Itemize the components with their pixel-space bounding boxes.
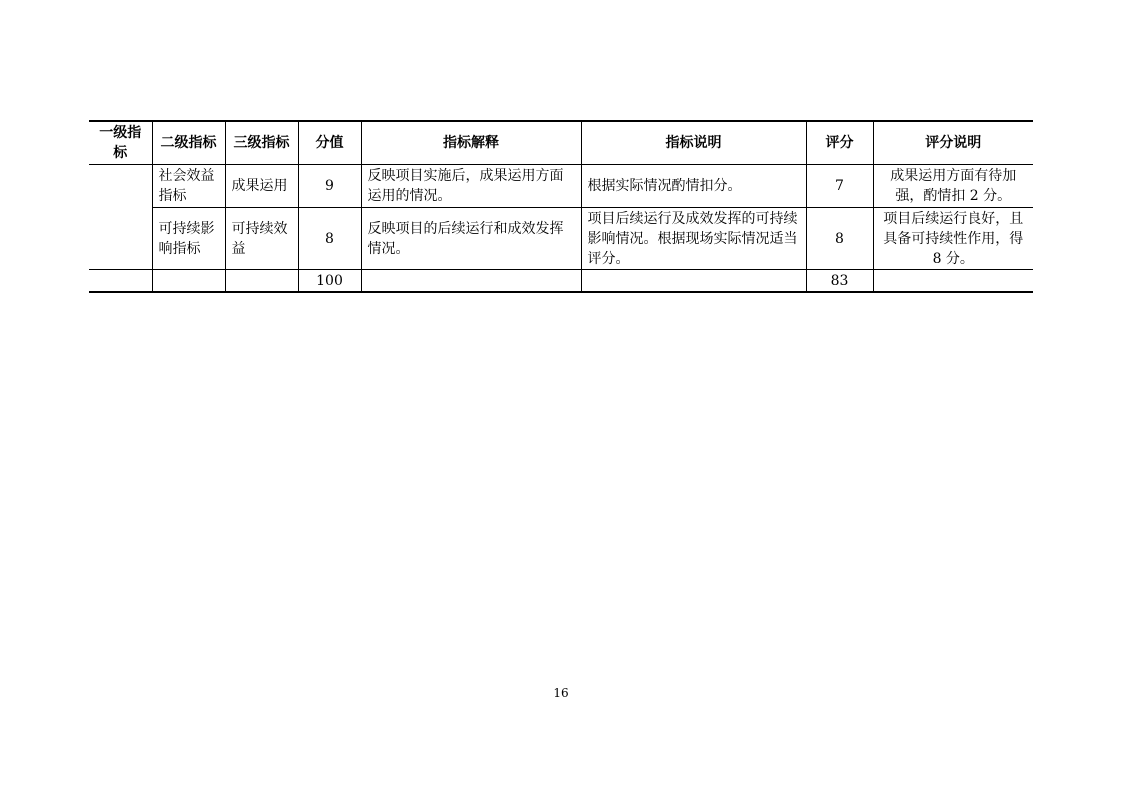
total-empty-cell: [873, 270, 1033, 293]
cell-score-note: 成果运用方面有待加强，酌情扣 2 分。: [873, 165, 1033, 208]
total-row: [89, 270, 1033, 293]
cell-score-value: 8: [298, 208, 361, 270]
cell-explanation: 反映项目的后续运行和成效发挥情况。: [361, 208, 581, 270]
header-row: [89, 121, 1033, 165]
cell-level2: 社会效益指标: [152, 165, 225, 208]
cell-score-value: 9: [298, 165, 361, 208]
header-level2: 二级指标: [152, 121, 225, 165]
cell-score-note: 项目后续运行良好，且具备可持续性作用，得 8 分。: [873, 208, 1033, 270]
page-number: 16: [553, 686, 569, 700]
total-score: 83: [806, 270, 873, 293]
cell-level1: [89, 165, 152, 270]
header-explanation: 指标解释: [361, 121, 581, 165]
table-row: [89, 165, 1033, 208]
header-score-value: 分值: [298, 121, 361, 165]
cell-description: 根据实际情况酌情扣分。: [581, 165, 806, 208]
evaluation-table: [89, 120, 1033, 293]
cell-level2: 可持续影响指标: [152, 208, 225, 270]
cell-score: 8: [806, 208, 873, 270]
cell-level3: 可持续效益: [225, 208, 298, 270]
total-empty-cell: [225, 270, 298, 293]
total-score-value: 100: [298, 270, 361, 293]
header-description: 指标说明: [581, 121, 806, 165]
cell-level3: 成果运用: [225, 165, 298, 208]
total-empty-cell: [89, 270, 152, 293]
total-empty-cell: [152, 270, 225, 293]
header-score: 评分: [806, 121, 873, 165]
total-empty-cell: [581, 270, 806, 293]
cell-description: 项目后续运行及成效发挥的可持续影响情况。根据现场实际情况适当评分。: [581, 208, 806, 270]
cell-score: 7: [806, 165, 873, 208]
cell-explanation: 反映项目实施后，成果运用方面运用的情况。: [361, 165, 581, 208]
header-level3: 三级指标: [225, 121, 298, 165]
total-empty-cell: [361, 270, 581, 293]
header-score-note: 评分说明: [873, 121, 1033, 165]
table-row: [89, 208, 1033, 270]
header-level1: 一级指标: [99, 125, 142, 161]
